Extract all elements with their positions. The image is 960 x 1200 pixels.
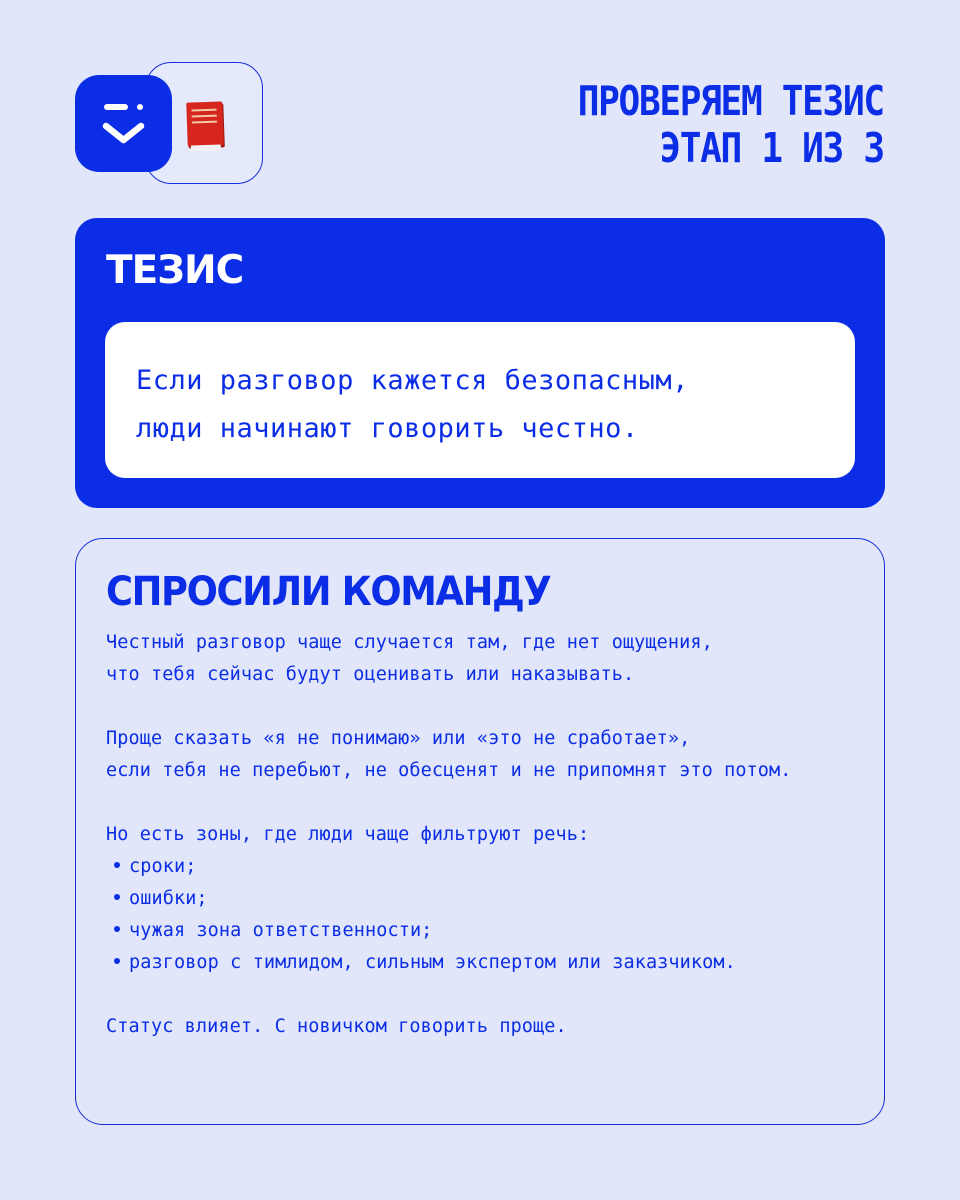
list-item-text: ошибки;: [129, 888, 208, 909]
bullet-icon: [114, 958, 120, 964]
thesis-statement: [136, 357, 825, 453]
bullet-icon: [114, 926, 120, 932]
paragraph-line: если тебя не перебьют, не обесценят и не припомнят это потом.: [106, 760, 792, 781]
thesis-heading: ТЕЗИС: [106, 248, 244, 293]
team-heading: СПРОСИЛИ КОМАНДУ: [106, 569, 551, 615]
list-item-text: чужая зона ответственности;: [129, 920, 433, 941]
thesis-line: люди начинают говорить честно.: [136, 413, 639, 444]
team-feedback-card: [75, 538, 885, 1125]
list-item: [106, 851, 866, 883]
thesis-statement-box: [105, 322, 855, 478]
team-feedback-text: [106, 627, 866, 1043]
paragraph-line: Честный разговор чаще случается там, где нет ощущения,: [106, 632, 713, 653]
list-item-text: разговор с тимлидом, сильным экспертом или заказчиком.: [129, 952, 736, 973]
zones-intro: Но есть зоны, где люди чаще фильтруют речь:: [106, 824, 590, 845]
list-item: [106, 883, 866, 915]
list-item: [106, 947, 866, 979]
list-item-text: сроки;: [129, 856, 197, 877]
page-title-line-2: ЭТАП 1 ИЗ 3: [659, 124, 884, 172]
conclusion-text: Статус влияет. С новичком говорить проще.: [106, 1016, 567, 1037]
brand-logo: [75, 62, 265, 187]
paragraph-line: что тебя сейчас будут оценивать или наказывать.: [106, 664, 635, 685]
page-title-line-1: ПРОВЕРЯЕМ ТЕЗИС: [577, 77, 884, 125]
list-item: [106, 915, 866, 947]
book-cover-image: [186, 101, 224, 146]
thesis-line: Если разговор кажется безопасным,: [136, 365, 689, 396]
paragraph-line: Проще сказать «я не понимаю» или «это не сработает»,: [106, 728, 691, 749]
page-title: [578, 78, 884, 172]
thesis-card: [75, 218, 885, 508]
bullet-icon: [114, 862, 120, 868]
bullet-icon: [114, 894, 120, 900]
smile-check-icon: [75, 75, 172, 172]
